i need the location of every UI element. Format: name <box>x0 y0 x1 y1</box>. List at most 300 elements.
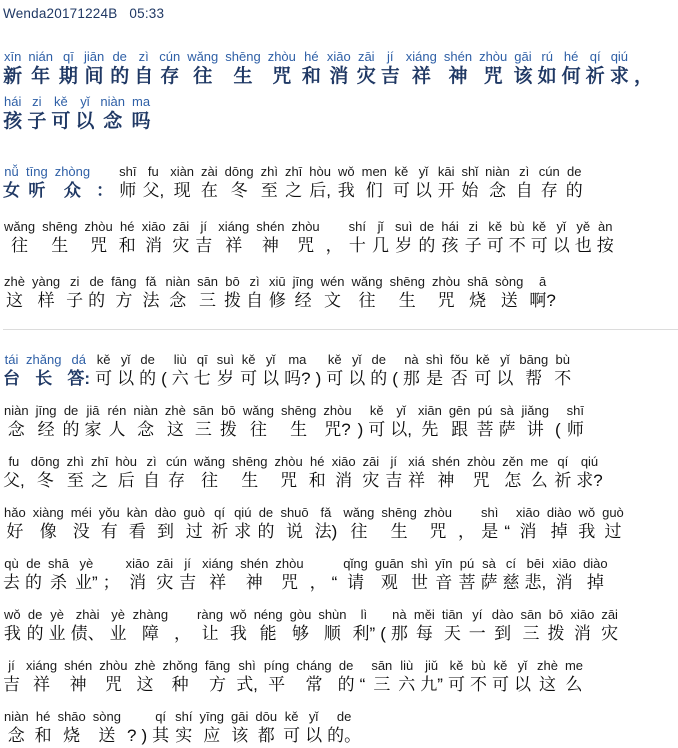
pinyin-text: zhòu <box>423 505 453 520</box>
pinyin-text: zi <box>468 219 478 234</box>
hanzi-text: ( <box>380 624 386 643</box>
ruby-unit <box>57 709 87 747</box>
pinyin-text: wǎng <box>242 403 274 418</box>
pinyin-text: zhòu <box>99 658 128 673</box>
pinyin-text: yǐ <box>265 352 276 367</box>
pinyin-text: qǐng <box>343 556 368 571</box>
ruby-unit <box>284 352 310 390</box>
pinyin-text: zhòu <box>291 219 320 234</box>
ruby-unit <box>350 274 383 312</box>
hanzi-text: 业” <box>74 573 98 592</box>
ruby-unit <box>174 607 191 645</box>
ruby-unit <box>320 274 346 312</box>
ruby-unit <box>63 403 80 441</box>
hanzi-text: 现 <box>173 181 191 200</box>
ruby-unit <box>231 454 268 492</box>
ruby-unit <box>98 658 128 696</box>
hanzi-text: 可 <box>486 236 504 255</box>
ruby-unit <box>27 607 44 645</box>
hanzi-text: 祈 <box>554 471 572 490</box>
hanzi-text: 以 <box>513 675 531 694</box>
pinyin-text: zhàng <box>132 607 169 622</box>
pinyin-text: ma <box>288 352 307 367</box>
pinyin-text: pú <box>477 403 493 418</box>
pinyin-text: cún <box>166 454 188 469</box>
pinyin-text <box>326 219 343 235</box>
hanzi-text: 萨 <box>498 420 516 439</box>
pinyin-text: sòng <box>92 709 121 724</box>
ruby-unit <box>496 352 513 390</box>
hanzi-text: 利” <box>352 624 376 643</box>
hanzi-text: 世 <box>410 573 428 592</box>
pinyin-text: qí <box>557 454 569 469</box>
hanzi-text: 送 <box>98 726 116 745</box>
ruby-unit <box>403 352 420 390</box>
hanzi-text: 存 <box>160 66 180 87</box>
ruby-unit <box>174 709 193 747</box>
ruby-unit <box>562 49 581 89</box>
pinyin-text: yǐ <box>120 352 131 367</box>
ruby-unit <box>98 505 121 543</box>
pinyin-text: zì <box>519 164 530 179</box>
ruby-unit <box>501 454 524 492</box>
pinyin-text: gāi <box>514 49 532 64</box>
ruby-unit <box>586 49 605 89</box>
ruby-unit <box>186 49 219 89</box>
pinyin-text: hǎo <box>4 505 26 520</box>
pinyin-text: hé <box>35 709 51 724</box>
ruby-unit <box>342 505 375 543</box>
ruby-unit <box>492 658 509 696</box>
ruby-unit <box>305 709 322 747</box>
pinyin-text: zhòu <box>467 454 496 469</box>
pinyin-text: yè <box>111 607 125 622</box>
ruby-unit <box>3 274 26 312</box>
hanzi-text: 到 <box>157 522 175 541</box>
hanzi-text: 三 <box>373 675 391 694</box>
ruby-unit <box>3 709 30 747</box>
pinyin-text: bāng <box>519 352 549 367</box>
ruby-unit <box>575 219 592 257</box>
hanzi-text: 三 <box>522 624 540 643</box>
hanzi-text: 让 <box>201 624 219 643</box>
hanzi-text: 我 <box>337 181 355 200</box>
hanzi-text: 生 <box>233 66 253 87</box>
pinyin-text: shēng <box>42 219 78 234</box>
hanzi-text: 岁 <box>395 236 413 255</box>
ruby-unit <box>67 352 90 390</box>
pinyin-text: jiǎng <box>521 403 549 418</box>
pinyin-text: bēi <box>526 556 545 571</box>
ruby-unit <box>54 164 91 202</box>
hanzi-text: 的 <box>257 522 275 541</box>
pinyin-text: zhè <box>134 658 156 673</box>
pinyin-text <box>360 658 366 674</box>
pinyin-text: zhòu <box>267 49 296 64</box>
ruby-unit <box>513 49 532 89</box>
hanzi-text: 念 <box>103 111 123 132</box>
ruby-unit <box>25 352 62 390</box>
ruby-unit <box>600 607 619 645</box>
hanzi-text: 孩 <box>441 236 459 255</box>
hanzi-text: 父, <box>3 471 25 490</box>
ruby-unit <box>332 556 338 594</box>
pinyin-text: zhòu <box>323 403 352 418</box>
ruby-unit <box>83 49 105 89</box>
pinyin-text: zāi <box>156 556 174 571</box>
ruby-unit <box>117 352 134 390</box>
hanzi-text: 说 <box>286 522 304 541</box>
pinyin-text: rú <box>541 49 553 64</box>
hanzi-text: 不 <box>469 675 487 694</box>
hanzi-text: ， <box>174 624 192 643</box>
ruby-unit <box>487 219 504 257</box>
ruby-unit <box>141 709 147 747</box>
ruby-unit <box>220 403 237 441</box>
pinyin-text: nà <box>404 352 419 367</box>
pinyin-text: jiǔ <box>425 658 439 673</box>
hanzi-text: 念 <box>7 420 25 439</box>
pinyin-text: liù <box>173 352 187 367</box>
hanzi-text: ； <box>102 573 120 592</box>
ruby-line <box>3 49 678 89</box>
ruby-unit <box>515 505 541 543</box>
pinyin-text: jí <box>8 658 15 673</box>
pinyin-text: shì <box>481 505 499 520</box>
pinyin-text: lì <box>360 607 368 622</box>
hanzi-text: ) <box>141 726 148 745</box>
pinyin-text: cháng <box>296 658 332 673</box>
ruby-unit <box>131 94 151 134</box>
hanzi-text: 看 <box>128 522 146 541</box>
hanzi-text: ( <box>392 369 398 388</box>
hanzi-text: 我 <box>3 624 21 643</box>
hanzi-text: 没 <box>72 522 90 541</box>
ruby-unit <box>224 49 261 89</box>
hanzi-text: 可 <box>491 675 509 694</box>
pinyin-text: dōng <box>30 454 60 469</box>
hanzi-text: 天 <box>443 624 461 643</box>
ruby-unit <box>192 403 215 441</box>
ruby-unit <box>418 219 435 257</box>
hanzi-text: 可 <box>392 181 410 200</box>
pinyin-text: suì <box>216 352 235 367</box>
ruby-unit <box>211 505 228 543</box>
ruby-unit <box>374 556 405 594</box>
pinyin-text: niàn <box>100 94 125 109</box>
pinyin-text <box>392 352 398 368</box>
pinyin-text: me <box>564 658 583 673</box>
ruby-unit <box>114 454 138 492</box>
ruby-unit <box>119 219 136 257</box>
hanzi-text: 杀 <box>49 573 67 592</box>
ruby-unit <box>295 658 332 696</box>
pinyin-text: zhī <box>91 454 109 469</box>
ruby-unit <box>3 352 20 390</box>
ruby-unit <box>315 505 338 543</box>
ruby-unit <box>217 219 250 257</box>
hanzi-text: ( <box>161 369 167 388</box>
ruby-unit <box>434 556 453 594</box>
hanzi-text: 神 <box>261 236 279 255</box>
pinyin-text: cún <box>159 49 181 64</box>
ruby-unit <box>103 556 120 594</box>
pinyin-text: yǐ <box>308 709 319 724</box>
hanzi-text: 神 <box>245 573 263 592</box>
hanzi-text: 祥 <box>225 236 243 255</box>
pinyin-text <box>634 49 653 65</box>
pinyin-text: shǐ <box>461 164 479 179</box>
hanzi-text: 可 <box>326 369 344 388</box>
ruby-unit <box>531 219 548 257</box>
pinyin-text: xiàn <box>170 164 195 179</box>
hanzi-text: 岁 <box>216 369 234 388</box>
hanzi-text: 的 <box>418 236 436 255</box>
ruby-unit <box>41 219 78 257</box>
pinyin-text: diào <box>583 556 608 571</box>
hanzi-text: 咒 <box>104 675 122 694</box>
ruby-unit <box>478 49 508 89</box>
ruby-unit <box>443 49 473 89</box>
hanzi-text: 式, <box>236 675 258 694</box>
pinyin-text: yīng <box>199 709 225 724</box>
hanzi-text: 念 <box>137 420 155 439</box>
ruby-unit <box>520 607 543 645</box>
pinyin-text: zěn <box>502 454 524 469</box>
pinyin-text: néng <box>253 607 283 622</box>
hanzi-text: 吉 <box>195 236 213 255</box>
pinyin-text: de <box>140 352 155 367</box>
pinyin-text: tīng <box>26 164 48 179</box>
pinyin-text: hòu <box>115 454 138 469</box>
hanzi-text: 讲 <box>526 420 544 439</box>
pinyin-text: fǎ <box>145 274 157 289</box>
hanzi-text: ) <box>315 369 322 388</box>
hanzi-text: 子 <box>27 111 47 132</box>
hanzi-text: 台 <box>3 369 20 388</box>
pinyin-text: fāng <box>204 658 231 673</box>
ruby-unit <box>362 454 381 492</box>
hanzi-text: 可 <box>474 369 492 388</box>
ruby-unit <box>158 49 181 89</box>
pinyin-text: sòng <box>495 274 524 289</box>
pinyin-text: wǎng <box>194 454 226 469</box>
pinyin-text: niàn <box>133 403 158 418</box>
hanzi-text: 九” <box>420 675 443 694</box>
ruby-unit <box>51 94 70 134</box>
ruby-unit <box>370 352 387 390</box>
pinyin-text: hé <box>119 219 135 234</box>
ruby-unit <box>196 274 219 312</box>
ruby-unit <box>634 49 653 89</box>
hanzi-text: 冬 <box>230 181 248 200</box>
hanzi-text: 送 <box>500 291 518 310</box>
pinyin-text: de <box>27 607 43 622</box>
pinyin-text: qí <box>214 505 225 520</box>
ruby-unit <box>514 658 531 696</box>
ruby-unit <box>440 219 459 257</box>
hanzi-text: 这 <box>5 291 23 310</box>
pinyin-text: shí <box>175 709 193 724</box>
pinyin-text: kě <box>96 352 111 367</box>
hanzi-text: 消 <box>329 66 349 87</box>
pinyin-text: zhòu <box>274 454 303 469</box>
hanzi-text: 生 <box>51 236 69 255</box>
pinyin-text: bù <box>555 352 570 367</box>
ruby-unit <box>566 403 585 441</box>
hanzi-text: 可 <box>447 675 465 694</box>
ruby-line <box>3 164 678 202</box>
ruby-unit <box>327 709 361 747</box>
pinyin-text: qī <box>196 352 208 367</box>
ruby-unit <box>96 164 113 202</box>
pinyin-text: àn <box>597 219 613 234</box>
ruby-unit <box>577 505 596 543</box>
hanzi-text: 祥 <box>209 573 227 592</box>
pinyin-text: fu <box>8 454 20 469</box>
pinyin-text: bō <box>221 403 236 418</box>
ruby-unit <box>564 658 584 696</box>
hanzi-text: 吗? <box>284 369 311 388</box>
hanzi-text: 始 <box>461 181 479 200</box>
ruby-unit <box>423 505 453 543</box>
pinyin-text: kě <box>394 164 409 179</box>
pinyin-text: fu <box>147 164 159 179</box>
pinyin-text: jǐ <box>377 219 384 234</box>
hanzi-text: 可 <box>240 369 258 388</box>
pinyin-text: zāi <box>601 607 618 622</box>
ruby-unit <box>161 352 167 390</box>
ruby-unit <box>290 219 320 257</box>
hanzi-text: 师 <box>566 420 584 439</box>
ruby-unit <box>326 352 343 390</box>
hanzi-text: 其 <box>152 726 170 745</box>
pinyin-text: kě <box>532 219 547 234</box>
pinyin-text: fāng <box>111 274 137 289</box>
hanzi-text: 啊? <box>529 291 556 310</box>
hanzi-text: ? <box>126 726 137 745</box>
hanzi-text: 方 <box>115 291 133 310</box>
hanzi-text: 文 <box>324 291 342 310</box>
hanzi-text: 众 <box>63 181 81 200</box>
hanzi-text: 年 <box>31 66 51 87</box>
pinyin-text: de <box>112 49 127 64</box>
hanzi-text: 生 <box>290 420 308 439</box>
pinyin-text: fǒu <box>450 352 469 367</box>
ruby-unit <box>280 403 317 441</box>
pinyin-text: fǎ <box>320 505 332 520</box>
ruby-unit <box>546 505 573 543</box>
ruby-unit <box>141 219 167 257</box>
pinyin-text: shī <box>566 403 585 418</box>
pinyin-text: kě <box>475 352 490 367</box>
hanzi-text: 可 <box>95 369 113 388</box>
hanzi-text: 不 <box>554 369 572 388</box>
hanzi-text: 法) <box>314 522 338 541</box>
pinyin-text: yǐ <box>352 352 362 367</box>
ruby-unit <box>30 454 61 492</box>
hanzi-text: 够 <box>291 624 309 643</box>
pinyin-text: xiāo <box>326 49 351 64</box>
hanzi-text: 法 <box>142 291 160 310</box>
ruby-unit <box>59 49 78 89</box>
ruby-unit <box>554 352 571 390</box>
ruby-unit <box>35 403 58 441</box>
hanzi-text: 灾 <box>356 66 376 87</box>
hanzi-text: 间 <box>84 66 104 87</box>
ruby-unit <box>75 94 94 134</box>
pinyin-text: shén <box>443 49 473 64</box>
pinyin-text: hé <box>563 49 579 64</box>
hanzi-text: 能 <box>259 624 277 643</box>
ruby-unit <box>582 556 609 594</box>
hanzi-text: 障 <box>141 624 159 643</box>
ruby-unit <box>239 556 269 594</box>
hanzi-text: 咒 <box>437 291 455 310</box>
ruby-unit <box>284 164 303 202</box>
pinyin-text: shēng <box>225 49 261 64</box>
ruby-unit <box>216 352 235 390</box>
pinyin-text: wén <box>320 274 345 289</box>
pinyin-text: zì <box>146 454 157 469</box>
pinyin-text <box>555 403 561 419</box>
hanzi-text: 至 <box>66 471 84 490</box>
ruby-unit <box>317 607 347 645</box>
ruby-unit <box>536 658 559 696</box>
hanzi-text: 消 <box>519 522 537 541</box>
hanzi-text: 咒 <box>483 66 503 87</box>
hanzi-text: 念 <box>7 726 25 745</box>
ruby-unit <box>555 403 561 441</box>
hanzi-text: 何 <box>561 66 581 87</box>
pinyin-text: xiāo <box>331 454 356 469</box>
pinyin-text: shī <box>119 164 137 179</box>
pinyin-text <box>316 352 322 368</box>
ruby-unit <box>448 403 472 441</box>
ruby-unit <box>484 164 511 202</box>
pinyin-text: jīng <box>35 403 57 418</box>
pinyin-text: shā <box>467 274 489 289</box>
ruby-unit <box>326 219 343 257</box>
hanzi-text: 六 <box>171 369 189 388</box>
hanzi-text: 咒 <box>280 471 298 490</box>
hanzi-text: “ <box>359 675 366 694</box>
ruby-unit <box>3 607 22 645</box>
pinyin-text: xiáng <box>218 219 250 234</box>
pinyin-text: yǐ <box>556 219 566 234</box>
ruby-unit <box>107 403 128 441</box>
answer-section <box>3 352 678 747</box>
pinyin-text: nǚ <box>4 164 19 179</box>
pinyin-text: zhè <box>536 658 558 673</box>
pinyin-text: suì <box>395 219 413 234</box>
pinyin-text: de <box>258 505 274 520</box>
ruby-unit <box>389 274 426 312</box>
hanzi-text: 以 <box>348 369 366 388</box>
ruby-unit <box>316 352 322 390</box>
pinyin-text: bō <box>225 274 240 289</box>
hanzi-text: 后, <box>309 181 331 200</box>
ruby-unit <box>310 556 327 594</box>
ruby-line <box>3 219 678 257</box>
ruby-unit <box>262 352 279 390</box>
ruby-unit <box>75 556 98 594</box>
ruby-unit <box>569 607 595 645</box>
hanzi-text: 吉 <box>179 573 197 592</box>
pinyin-text: xiāo <box>570 607 595 622</box>
hanzi-text: 样 <box>37 291 55 310</box>
pinyin-text: yǐ <box>396 403 406 418</box>
